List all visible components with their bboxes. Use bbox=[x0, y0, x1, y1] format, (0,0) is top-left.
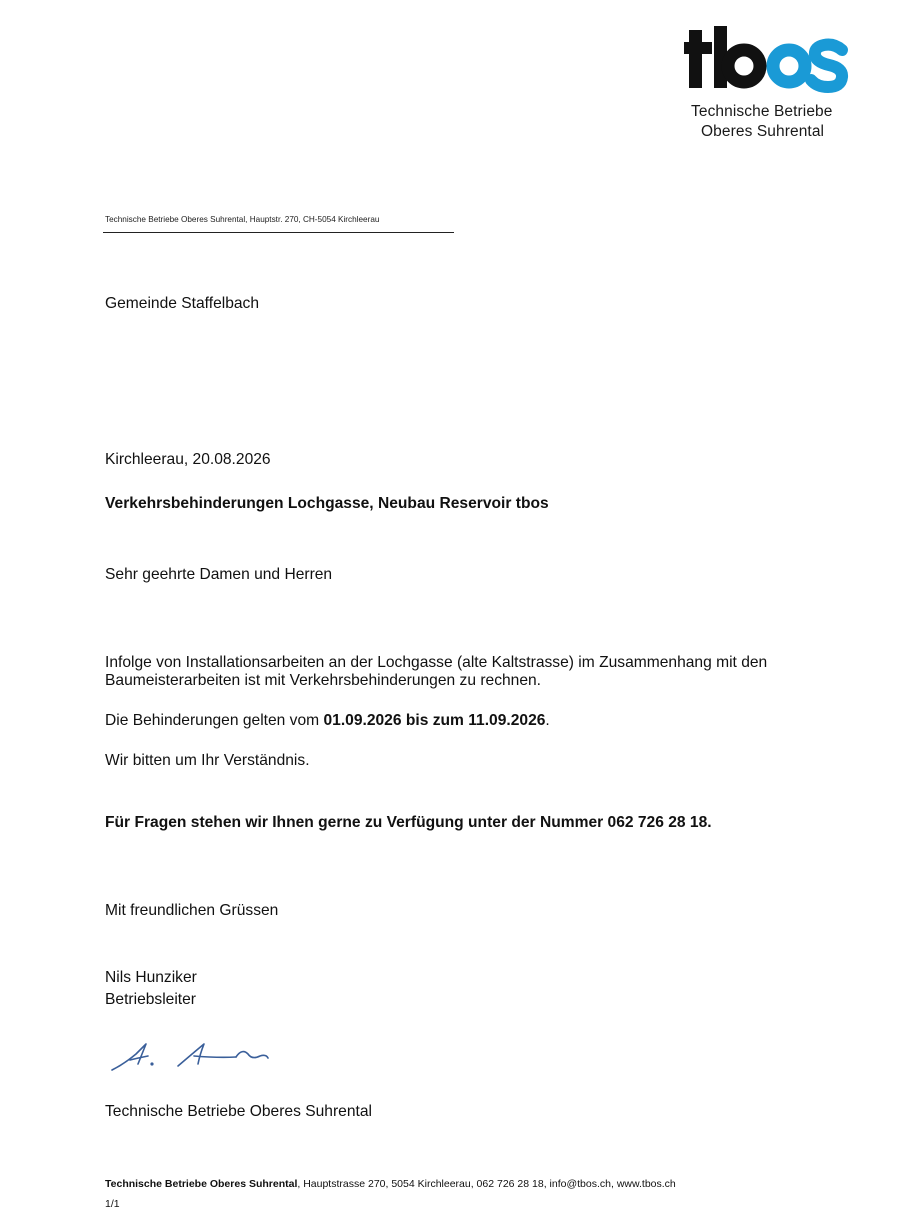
footer-contact bbox=[105, 1178, 676, 1190]
signer-name: Nils Hunziker bbox=[105, 969, 197, 986]
body-paragraph-1-line-1: Infolge von Installationsarbeiten an der Lochgasse (alte Kaltstrasse) im Zusammenhang mit den bbox=[105, 654, 768, 671]
period-dates: 01.09.2026 bis zum 11.09.2026 bbox=[323, 712, 546, 729]
subject-line: Verkehrsbehinderungen Lochgasse, Neubau Reservoir tbos bbox=[105, 495, 549, 512]
period-suffix: . bbox=[545, 712, 550, 729]
sender-address-line: Technische Betriebe Oberes Suhrental, Hauptstr. 270, CH-5054 Kirchleerau bbox=[105, 215, 380, 224]
handwritten-signature bbox=[108, 1036, 278, 1076]
body-paragraph-1-line-2: Baumeisterarbeiten ist mit Verkehrsbehinderungen zu rechnen. bbox=[105, 672, 542, 689]
body-paragraph-2 bbox=[105, 711, 550, 730]
logo-tagline-line1: Technische Betriebe bbox=[691, 103, 833, 120]
signer-title: Betriebsleiter bbox=[105, 991, 197, 1008]
footer-details: , Hauptstrasse 270, 5054 Kirchleerau, 062 726 28 18, info@tbos.ch, www.tbos.ch bbox=[297, 1178, 676, 1190]
date-line: Kirchleerau, 20.08.2026 bbox=[105, 451, 271, 468]
tbos-logo bbox=[684, 24, 849, 94]
footer-company: Technische Betriebe Oberes Suhrental bbox=[105, 1178, 298, 1190]
page-number: 1/1 bbox=[105, 1198, 120, 1210]
contact-paragraph: Für Fragen stehen wir Ihnen gerne zu Verfügung unter der Nummer 062 726 28 18. bbox=[105, 814, 712, 831]
closing: Mit freundlichen Grüssen bbox=[105, 902, 279, 919]
sender-divider bbox=[103, 232, 454, 233]
logo-tagline-line2: Oberes Suhrental bbox=[701, 123, 825, 140]
recipient: Gemeinde Staffelbach bbox=[105, 295, 260, 312]
period-prefix: Die Behinderungen gelten vom bbox=[105, 712, 324, 729]
body-paragraph-3: Wir bitten um Ihr Verständnis. bbox=[105, 752, 310, 769]
salutation: Sehr geehrte Damen und Herren bbox=[105, 566, 333, 583]
signer-organization: Technische Betriebe Oberes Suhrental bbox=[105, 1103, 372, 1120]
